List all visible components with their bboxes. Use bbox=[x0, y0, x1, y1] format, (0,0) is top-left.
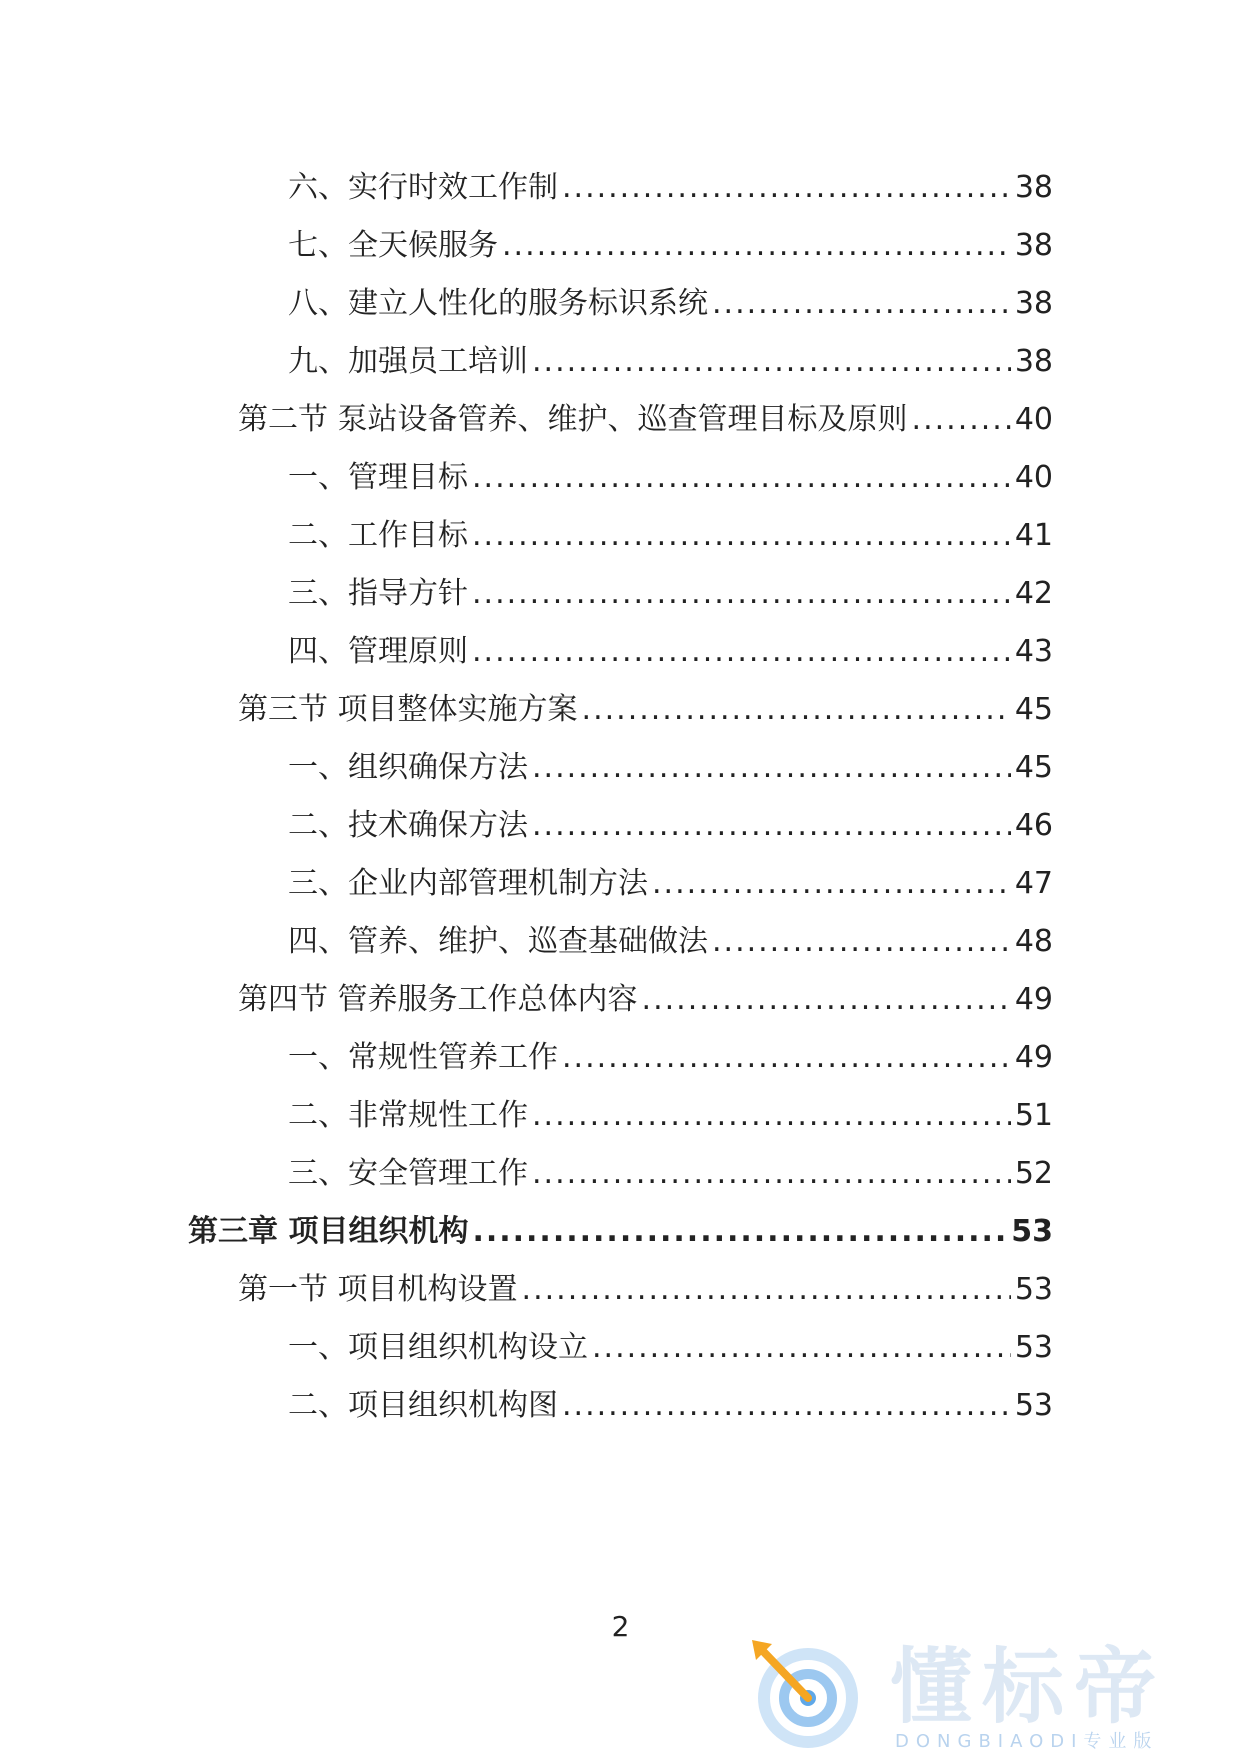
toc-leader bbox=[582, 690, 1011, 730]
toc-entry-page: 53 bbox=[1014, 1330, 1053, 1365]
toc-entry[interactable] bbox=[288, 864, 1053, 904]
toc-entry[interactable] bbox=[288, 516, 1053, 556]
toc-leader bbox=[912, 400, 1011, 440]
toc-entry[interactable] bbox=[288, 748, 1053, 788]
watermark-subtitle: DONGBIAODI专业版 bbox=[895, 1731, 1159, 1752]
toc-entry[interactable] bbox=[288, 922, 1053, 962]
toc-entry-title: 三、指导方针 bbox=[288, 576, 468, 611]
toc-entry-title: 六、实行时效工作制 bbox=[288, 170, 558, 205]
toc-entry[interactable] bbox=[288, 806, 1053, 846]
toc-entry[interactable] bbox=[288, 1038, 1053, 1078]
toc-leader bbox=[532, 342, 1011, 382]
toc-entry-title: 二、工作目标 bbox=[288, 518, 468, 553]
toc-section-entry[interactable] bbox=[238, 400, 1053, 440]
toc-leader bbox=[472, 458, 1011, 498]
toc-entry-title: 第一节 项目机构设置 bbox=[238, 1272, 518, 1307]
toc-entry-page: 43 bbox=[1014, 634, 1053, 669]
toc-entry[interactable] bbox=[288, 226, 1053, 266]
toc-entry-page: 38 bbox=[1014, 344, 1053, 379]
toc-entry-page: 53 bbox=[1011, 1214, 1053, 1249]
toc-leader bbox=[472, 516, 1011, 556]
toc-leader bbox=[562, 1386, 1011, 1426]
toc-leader bbox=[562, 1038, 1011, 1078]
toc-entry-page: 47 bbox=[1014, 866, 1053, 901]
toc-entry-title: 第三章 项目组织机构 bbox=[188, 1214, 469, 1249]
toc-entry[interactable] bbox=[288, 342, 1053, 382]
toc-entry-page: 46 bbox=[1014, 808, 1053, 843]
toc-leader bbox=[532, 806, 1011, 846]
toc-entry[interactable] bbox=[288, 1096, 1053, 1136]
toc-leader bbox=[522, 1270, 1011, 1310]
toc-entry-title: 二、非常规性工作 bbox=[288, 1098, 528, 1133]
toc-entry-title: 一、项目组织机构设立 bbox=[288, 1330, 588, 1365]
toc-entry-title: 第四节 管养服务工作总体内容 bbox=[238, 982, 638, 1017]
toc-leader bbox=[652, 864, 1011, 904]
toc-leader bbox=[712, 922, 1011, 962]
toc-leader bbox=[712, 284, 1011, 324]
toc-entry-title: 二、项目组织机构图 bbox=[288, 1388, 558, 1423]
toc-entry-title: 第三节 项目整体实施方案 bbox=[238, 692, 578, 727]
toc-leader bbox=[562, 168, 1011, 208]
toc-entry-title: 四、管养、维护、巡查基础做法 bbox=[288, 924, 708, 959]
toc-entry-page: 40 bbox=[1014, 402, 1053, 437]
toc-entry-page: 45 bbox=[1014, 750, 1053, 785]
page-number: 2 bbox=[611, 1610, 630, 1643]
toc-entry-page: 38 bbox=[1014, 286, 1053, 321]
toc-entry[interactable] bbox=[288, 632, 1053, 672]
toc-entry-page: 49 bbox=[1014, 982, 1053, 1017]
toc-leader bbox=[502, 226, 1011, 266]
toc-leader bbox=[532, 1154, 1011, 1194]
toc-leader bbox=[642, 980, 1011, 1020]
toc-section-entry[interactable] bbox=[238, 980, 1053, 1020]
toc-entry-page: 53 bbox=[1014, 1388, 1053, 1423]
toc-entry-page: 49 bbox=[1014, 1040, 1053, 1075]
toc-entry[interactable] bbox=[288, 458, 1053, 498]
toc-entry-title: 八、建立人性化的服务标识系统 bbox=[288, 286, 708, 321]
toc-entry[interactable] bbox=[288, 168, 1053, 208]
toc-leader bbox=[472, 632, 1011, 672]
toc-entry[interactable] bbox=[288, 1386, 1053, 1426]
toc-entry-title: 一、管理目标 bbox=[288, 460, 468, 495]
toc-entry-title: 一、组织确保方法 bbox=[288, 750, 528, 785]
watermark-brand: 懂标帝 bbox=[890, 1640, 1167, 1735]
toc-entry-title: 三、企业内部管理机制方法 bbox=[288, 866, 648, 901]
toc-entry-page: 41 bbox=[1014, 518, 1053, 553]
toc-entry-page: 42 bbox=[1014, 576, 1053, 611]
toc-section-entry[interactable] bbox=[238, 690, 1053, 730]
toc-entry[interactable] bbox=[288, 1328, 1053, 1368]
toc-leader bbox=[532, 1096, 1011, 1136]
toc-leader bbox=[472, 574, 1011, 614]
toc-entry-page: 38 bbox=[1014, 228, 1053, 263]
toc-entry-title: 四、管理原则 bbox=[288, 634, 468, 669]
toc-entry[interactable] bbox=[288, 284, 1053, 324]
toc-entry-page: 45 bbox=[1014, 692, 1053, 727]
toc-entry-page: 40 bbox=[1014, 460, 1053, 495]
toc-entry-title: 一、常规性管养工作 bbox=[288, 1040, 558, 1075]
toc-entry-title: 七、全天候服务 bbox=[288, 228, 498, 263]
toc-section-entry[interactable] bbox=[238, 1270, 1053, 1310]
toc-entry-page: 48 bbox=[1014, 924, 1053, 959]
toc-leader bbox=[472, 1212, 1007, 1252]
toc-entry-page: 53 bbox=[1014, 1272, 1053, 1307]
toc-entry-title: 九、加强员工培训 bbox=[288, 344, 528, 379]
toc-leader bbox=[592, 1328, 1011, 1368]
toc-entry-title: 三、安全管理工作 bbox=[288, 1156, 528, 1191]
toc-entry-title: 二、技术确保方法 bbox=[288, 808, 528, 843]
toc-entry-page: 52 bbox=[1014, 1156, 1053, 1191]
toc-entry[interactable] bbox=[288, 1154, 1053, 1194]
target-logo-icon bbox=[750, 1640, 860, 1750]
toc-leader bbox=[532, 748, 1011, 788]
toc-entry-title: 第二节 泵站设备管养、维护、巡查管理目标及原则 bbox=[238, 402, 908, 437]
watermark bbox=[740, 1640, 1240, 1754]
toc-entry[interactable] bbox=[288, 574, 1053, 614]
toc-entry-page: 38 bbox=[1014, 170, 1053, 205]
toc-chapter-entry[interactable] bbox=[188, 1212, 1053, 1252]
toc-entry-page: 51 bbox=[1014, 1098, 1053, 1133]
